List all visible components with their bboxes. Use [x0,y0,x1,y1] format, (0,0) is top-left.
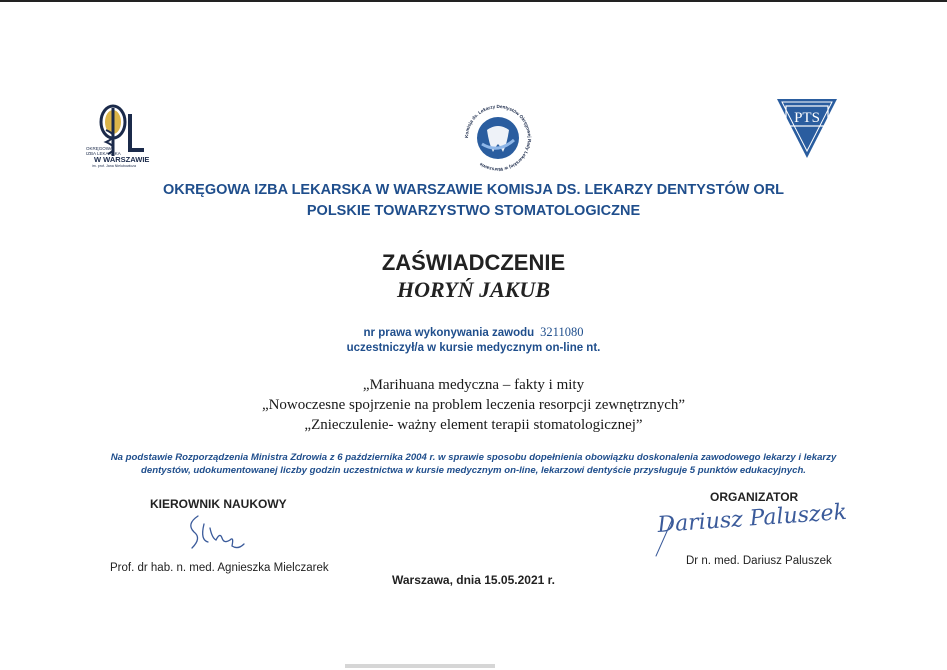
license-number: 3211080 [540,325,584,339]
organization-line-1: OKRĘGOWA IZBA LEKARSKA W WARSZAWIE KOMISJA DS. LEKARZY DENTYSTÓW ORL [162,182,785,198]
license-label: nr prawa wykonywania zawodu [363,327,535,339]
organizer-signature [648,498,863,560]
oil-logo-line4: im. prof. Jana Nielubowicza [92,164,136,168]
organizer-name: Dr n. med. Dariusz Paluszek [686,555,832,567]
bottom-edge-mark [345,664,495,668]
course-title-3: „Znieczulenie- ważny element terapii stomatologicznej” [304,417,643,433]
course-title-2: „Nowoczesne spojrzenie na problem leczenia resorpcji zewnętrznych” [261,397,686,413]
oil-logo-line2: IZBA LEKARSKA [86,151,121,156]
pts-logo [774,96,840,160]
certificate-title: ZAŚWIADCZENIE [381,250,566,275]
komisja-ring-text: Komisja ds. Lekarzy Dentystów Okręgowej Rady Lekarskiej w Warszawie [463,103,533,173]
pts-logo-text: PTS [794,110,820,126]
scientific-director-label: KIEROWNIK NAUKOWY [150,497,287,511]
license-line [0,325,947,340]
course-title-1: „Marihuana medyczna – fakty i mity [362,377,585,393]
organizer-label: ORGANIZATOR [710,490,799,504]
place-and-date: Warszawa, dnia 15.05.2021 r. [392,573,555,587]
organizer-handwriting: Dariusz Paluszek [656,499,848,538]
oil-logo [86,100,156,170]
tooth-emblem-icon [460,100,536,176]
oil-logo-line3: W WARSZAWIE [94,155,150,164]
recipient-name: HORYŃ JAKUB [396,277,550,302]
scientific-director-name: Prof. dr hab. n. med. Agnieszka Mielczarek [110,562,329,574]
legal-note-line-2: dentystów, udokumentowanej liczby godzin uczestnictwa w kursie medycznym on-line, lekarzowi dentyście przysługuje 5 punktów edukacyjnych. [141,465,806,476]
pts-shield-icon [774,96,840,160]
oil-logo-line1: OKRĘGOWA [86,146,113,151]
scientific-director-signature [180,510,250,555]
participation-text: uczestniczył/a w kursie medycznym on-line nt. [346,342,601,354]
top-border [0,0,947,2]
komisja-logo [460,100,536,176]
organization-line-2: POLSKIE TOWARZYSTWO STOMATOLOGICZNE [306,203,641,219]
legal-note-line-1: Na podstawie Rozporządzenia Ministra Zdrowia z 6 października 2004 r. w sprawie sposobu dopełnienia obowiązku doskonalenia zawodowego lekarzy i lekarzy [110,452,837,463]
